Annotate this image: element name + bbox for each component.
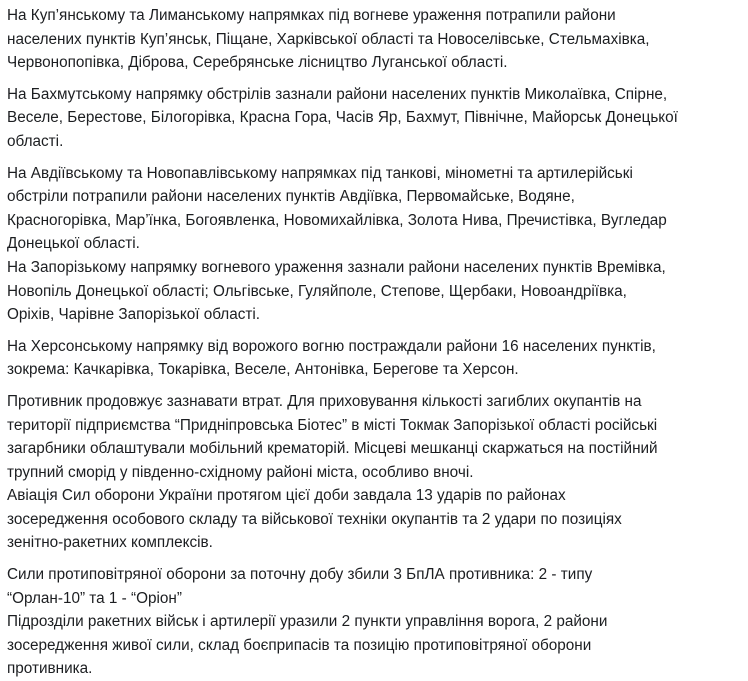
post-body [7,4,743,681]
paragraph-air-defense: Сили протиповітряної оборони за поточну добу збили 3 БпЛА противника: 2 - типу “Орлан-10” та 1 - “Оріон” [7,566,593,607]
paragraph-spacer [7,555,743,563]
paragraph-spacer [7,327,743,335]
paragraph-spacer [7,75,743,83]
paragraph-enemy-losses: Противник продовжує зазнавати втрат. Для приховування кількості загиблих окупантів на території підприємства “Придніпровська Біотес” в місті Токмак Запорізької області російські загарбники облаштували мобільний крематорій. Місцеві мешканці скаржаться на постійний трупний сморід у південно-східному районі міста, особливо вночі. [7,392,658,481]
paragraph-avdiivka-novopavlivka: На Авдіївському та Новопавлівському напрямках під танкові, мінометні та артилерійські обстріли потрапили райони населених пунктів Авдіївка, Первомайське, Водяне, Красногорівка, Мар’їнка, Богоявленка, Новомихайлівка, Золота Нива, Пречистівка, Вугледар Донецької області. [7,164,667,253]
paragraph-spacer [7,154,743,162]
paragraph-missile-artillery: Підрозділи ракетних військ і артилерії уразили 2 пункти управління ворога, 2 райони зосередження живої сили, склад боєприпасів та позицію протиповітряної оборони противника. [7,613,608,678]
paragraph-kherson: На Херсонському напрямку від ворожого вогню постраждали райони 16 населених пунктів, зокрема: Качкарівка, Токарівка, Веселе, Антонівка, Берегове та Херсон. [7,337,656,379]
paragraph-bakhmut: На Бахмутському напрямку обстрілів зазнали райони населених пунктів Миколаївка, Спірне, Веселе, Берестове, Білогорівка, Красна Гора, Часів Яр, Бахмут, Північне, Майорськ Донецької області. [7,85,678,150]
paragraph-zaporizhzhia: На Запорізькому напрямку вогневого ураження зазнали райони населених пунктів Времівка, Новопіль Донецької області; Ольгівське, Гуляйполе, Степове, Щербаки, Новоандріївка, Оріхів, Чарівне Запорізької області. [7,258,666,324]
paragraph-aviation: Авіація Сил оборони України протягом цієї доби завдала 13 ударів по районах зосередження особового складу та військової техніки окупантів та 2 удари по позиціях зенітно-ракетних комплексів. [7,487,622,552]
paragraph-kupiansk-lyman: На Куп’янському та Лиманському напрямках під вогневе ураження потрапили райони населених пунктів Куп’янськ, Піщане, Харківської області та Новоселівське, Стельмахівка, Червонопопівка, Діброва, Серебрянське лісництво Луганської області. [7,7,650,72]
paragraph-spacer [7,382,743,390]
